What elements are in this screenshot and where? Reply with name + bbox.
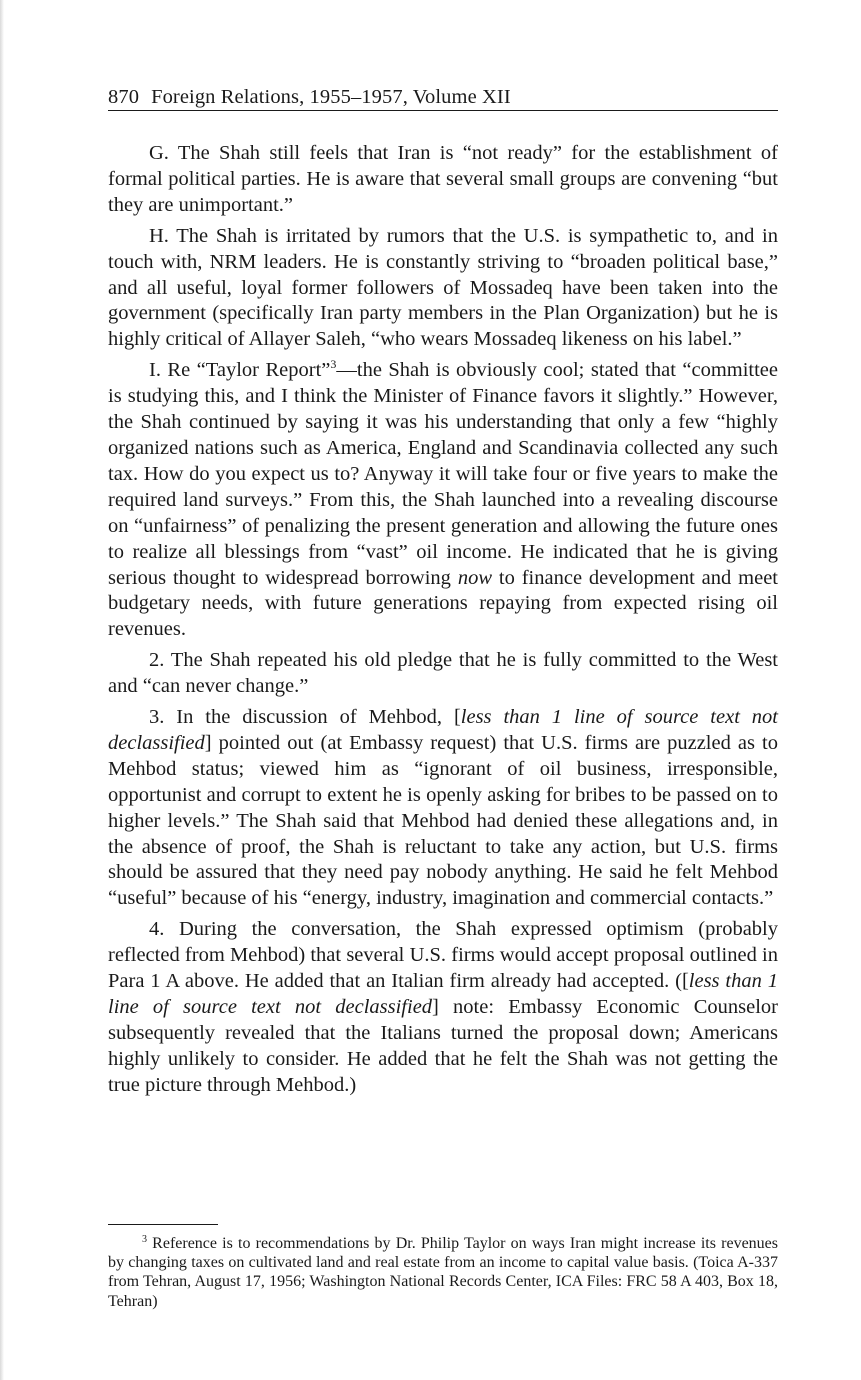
footnote-rule [108, 1224, 218, 1225]
paragraph-3 [108, 705, 778, 912]
paragraph-i-lead: I. Re “Taylor Report” [149, 359, 331, 382]
paragraph-i-body: —the Shah is obviously cool; stated that “committee is studying this, and I think the Minister of Finance favors it slightly.” However, the Shah continued by saying it was his understanding that only a few “highly organized nations such as America, England and Scandinavia collected any such tax. How do you expect us to? Anyway it will take four or five years to make the required land surveys.” From this, the Shah launched into a revealing discourse on “unfairness” of penalizing the present generation and allowing the future ones to realize all blessings from “vast” oil income. He indicated that he is giving serious thought to widespread borrowing [108, 359, 778, 589]
paragraph-2: 2. The Shah repeated his old pledge that he is fully committed to the West and “can never change.” [108, 649, 778, 698]
header-rule [108, 110, 778, 111]
page-edge-shadow [0, 0, 4, 1380]
footnote-body: Reference is to recommendations by Dr. Philip Taylor on ways Iran might increase its revenues by changing taxes on cultivated land and real estate from an income to capital value basis. (Toica A-337 from Tehran, August 17, 1956; Washington National Records Center, ICA Files: FRC 58 A 403, Box 18, Tehran) [108, 1235, 779, 1310]
paragraph-3-body: ] pointed out (at Embassy request) that U.S. firms are puzzled as to Mehbod status; viewed him as “ignorant of oil business, irresponsible, opportunist and corrupt to extent he is openly asking for bribes to be passed on to higher levels.” The Shah said that Mehbod had denied these allegations and, in the absence of proof, the Shah is reluctant to take any action, but U.S. firms should be assured that they need pay nobody anything. He said he felt Mehbod “useful” because of his “energy, industry, imagination and commercial contacts.” [108, 731, 778, 910]
footnote-reference: 3 [330, 357, 337, 372]
paragraph-3-lead: 3. In the discussion of Mehbod, [ [149, 706, 461, 729]
paragraph-i [108, 358, 778, 643]
paragraph-i-tail: to finance development and meet budgetary needs, with future generations repaying from expected rising oil revenues. [108, 566, 778, 641]
paragraph-4-body: ] note: Embassy Economic Counselor subsequently revealed that the Italians turned the proposal down; Americans highly unlikely to consider. He added that he felt the Shah was not getting the true picture through Mehbod.) [108, 996, 778, 1096]
paragraph-h: H. The Shah is irritated by rumors that the U.S. is sympathetic to, and in touch with, NRM leaders. He is constantly striving to “broaden political base,” and all useful, loyal former followers of Mossadeq have been taken into the government (specifically Iran party members in the Plan Organization) but he is highly critical of Allayer Saleh, “who wears Mossadeq likeness on his label.” [108, 224, 778, 351]
footnote [108, 1234, 778, 1311]
footnote-marker: 3 [142, 1234, 147, 1245]
redaction-note: less than 1 line of source text not declassified [108, 970, 778, 1018]
paragraph-g: G. The Shah still feels that Iran is “not ready” for the establishment of formal political parties. He is aware that several small groups are convening “but they are unimportant.” [108, 142, 778, 216]
paragraph-4-lead: 4. During the conversation, the Shah expressed optimism (probably reflected from Mehbod) that several U.S. firms would accept proposal outlined in Para 1 A above. He added that an Italian firm already had accepted. ([ [108, 918, 778, 993]
running-header [108, 84, 778, 110]
paragraph-i-emphasis: now [457, 566, 493, 589]
main-text [108, 141, 778, 1104]
page-number: 870 [108, 86, 140, 108]
footnote-text [108, 1234, 778, 1311]
paragraph-4 [108, 917, 778, 1098]
redaction-note: less than 1 line of source text not declassified [108, 706, 779, 754]
running-title: Foreign Relations, 1955–1957, Volume XII [151, 86, 511, 108]
